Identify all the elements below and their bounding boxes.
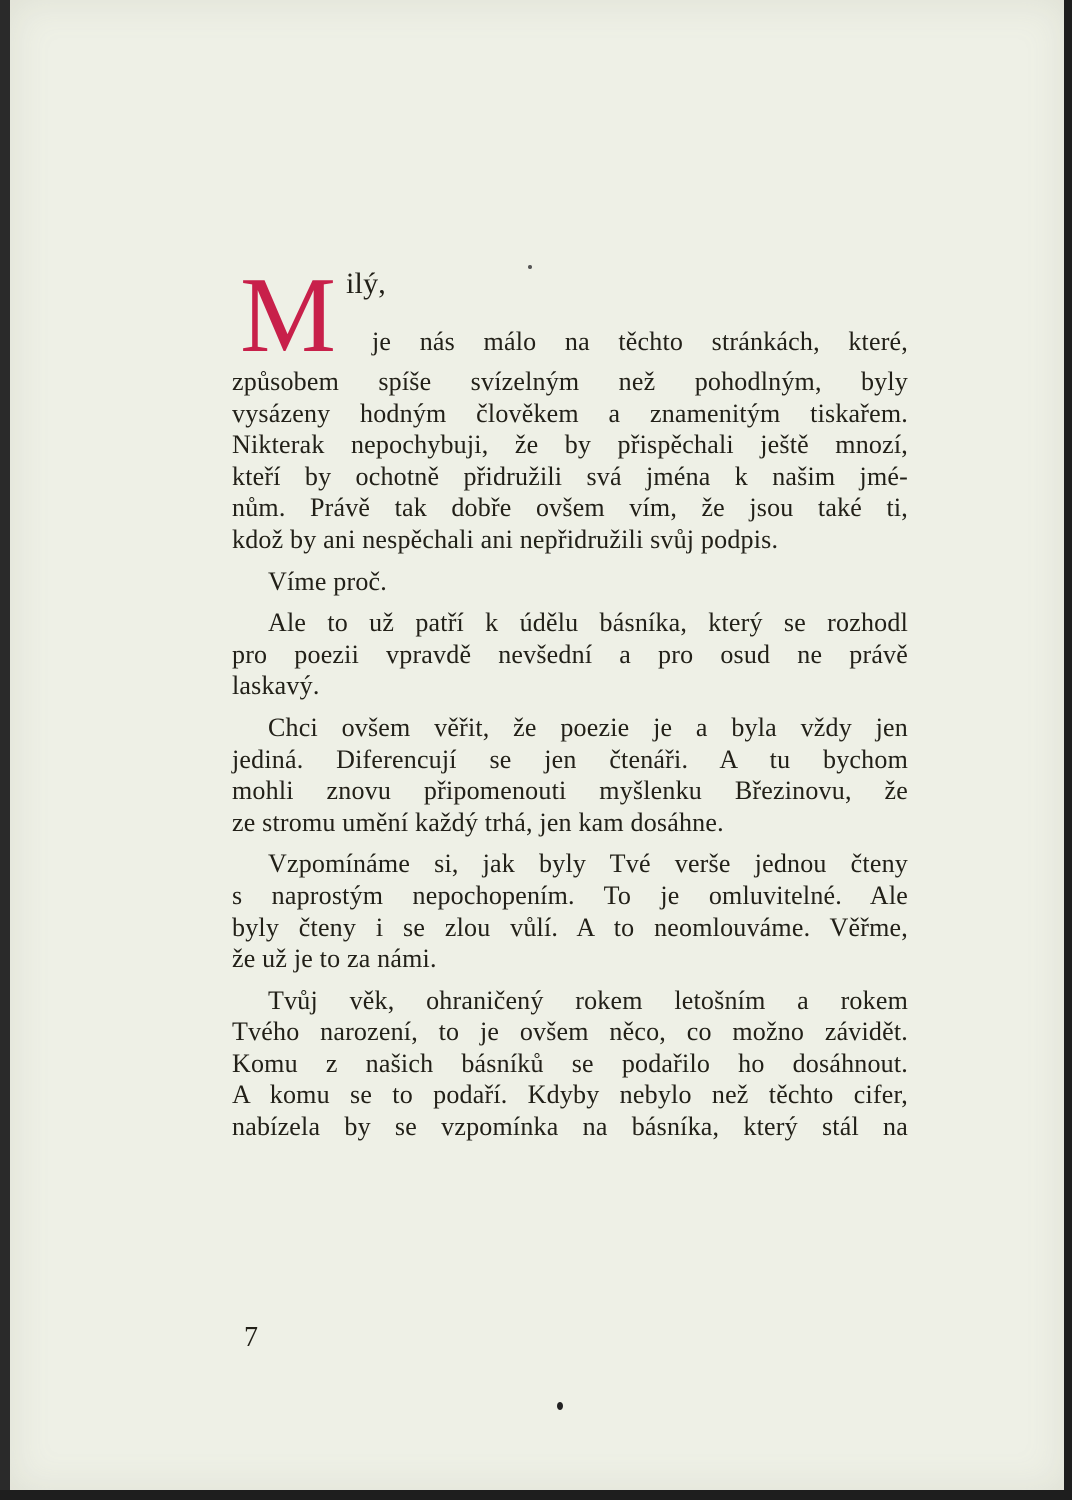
- text-line: vysázeny hodným člověkem a znamenitým tiskařem.: [232, 398, 908, 428]
- drop-cap: M: [240, 256, 337, 375]
- text-line: pro poezii vpravdě nevšední a pro osud ne právě: [232, 639, 908, 669]
- text-line: A komu se to podaří. Kdyby nebylo než těchto cifer,: [232, 1080, 908, 1110]
- text-line: kteří by ochotně přidružili svá jména k našim jmé-: [232, 461, 908, 491]
- paper-speck: [557, 1402, 563, 1410]
- text-line: mohli znovu připomenouti myšlenku Březinovu, že: [232, 776, 908, 806]
- paragraph-5: [232, 848, 908, 974]
- text-line: nům. Právě tak dobře ovšem vím, že jsou také ti,: [232, 493, 908, 523]
- text-line: ze stromu umění každý trhá, jen kam dosáhne.: [232, 807, 724, 837]
- first-line: je nás málo na těchto stránkách, které,: [372, 327, 908, 356]
- text-line: nabízela by se vzpomínka na básníka, který stál na: [232, 1112, 908, 1142]
- letter-text: [232, 256, 908, 1153]
- text-line: kdož by ani nespěchali ani nepřidružili svůj podpis.: [232, 524, 779, 554]
- text-line: Komu z našich básníků se podařilo ho dosáhnout.: [232, 1048, 908, 1078]
- text-line: Tvůj věk, ohraničený rokem letošním a rokem: [268, 985, 908, 1015]
- paragraph-3: [232, 607, 908, 702]
- page-number: 7: [244, 1322, 258, 1353]
- text-line: Chci ovšem věřit, že poezie je a byla vždy jen: [268, 712, 908, 742]
- paragraph-2: [232, 566, 908, 598]
- text-line: Tvého narození, to je ovšem něco, co možno závidět.: [232, 1017, 908, 1047]
- salutation: ilý,: [346, 267, 386, 300]
- text-line: laskavý.: [232, 671, 320, 701]
- text-line: jediná. Diferencují se jen čtenáři. A tu bychom: [232, 744, 908, 774]
- scan-border-right: [1064, 0, 1072, 1500]
- paragraph-4: [232, 712, 908, 838]
- text-line: Ale to už patří k údělu básníka, který se rozhodl: [268, 608, 908, 638]
- letter-opening: [232, 256, 908, 375]
- text-line: že už je to za námi.: [232, 944, 437, 974]
- text-line: Víme proč.: [268, 566, 387, 596]
- text-line: Nikterak nepochybuji, že by přispěchali ještě mnozí,: [232, 430, 908, 460]
- text-line: Vzpomínáme si, jak byly Tvé verše jednou čteny: [268, 849, 908, 879]
- scan-border-bottom: [0, 1490, 1072, 1500]
- paragraph-6: [232, 985, 908, 1143]
- text-line: byly čteny i se zlou vůlí. A to neomlouváme. Věřme,: [232, 912, 908, 942]
- scan-border-left: [0, 0, 10, 1500]
- text-line: s naprostým nepochopením. To je omluvitelné. Ale: [232, 880, 908, 910]
- paragraph-1: [232, 366, 908, 556]
- text-line: způsobem spíše svízelným než pohodlným, byly: [232, 367, 908, 396]
